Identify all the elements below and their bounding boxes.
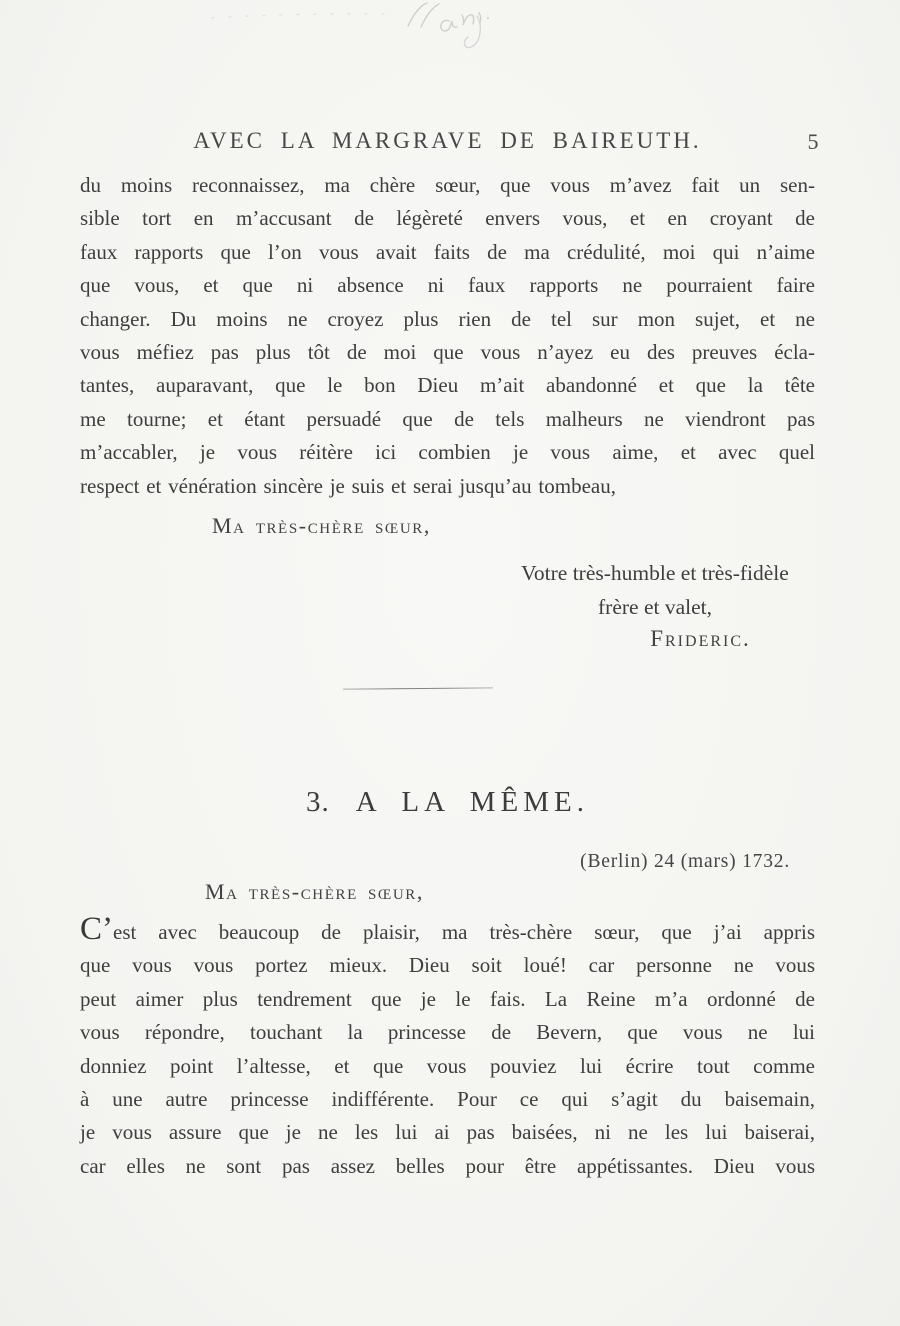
letter2-salutation: Ma très-chère sœur, <box>205 879 424 904</box>
pencil-scribble <box>0 0 900 70</box>
page-number: 5 <box>807 129 819 154</box>
letter2-body <box>80 911 815 1183</box>
text-line: tantes, auparavant, que le bon Dieu m’ait abandonné et que la tête <box>80 373 815 398</box>
text-line: donniez point l’altesse, et que vous pouviez lui écrire tout comme <box>80 1053 815 1078</box>
running-header-title: AVEC LA MARGRAVE DE BAIREUTH. <box>193 128 702 153</box>
text-line: que vous vous portez mieux. Dieu soit loué! car personne ne vous <box>80 953 815 978</box>
text-line: je vous assure que je ne les lui ai pas baisées, ni ne les lui baiserai, <box>80 1120 815 1145</box>
text-line: respect et vénération sincère je suis et serai jusqu’au tombeau, <box>80 473 616 498</box>
valediction-line-2: frère et valet, <box>598 595 712 619</box>
text-line: changer. Du moins ne croyez plus rien de tel sur mon sujet, et ne <box>80 306 815 331</box>
section-divider <box>343 687 493 689</box>
text-line: vous répondre, touchant la princesse de Bevern, que vous ne lui <box>80 1020 815 1045</box>
text-line: C’est avec beaucoup de plaisir, ma très-chère sœur, que j’ai appris <box>80 911 815 947</box>
valediction-line-1: Votre très-humble et très-fidèle <box>521 561 789 585</box>
text-line: du moins reconnaissez, ma chère sœur, que vous m’avez fait un sen- <box>80 173 815 197</box>
text-line: sible tort en m’accusant de légèreté envers vous, et en croyant de <box>80 206 815 231</box>
text-line: me tourne; et étant persuadé que de tels malheurs ne viendront pas <box>80 406 815 431</box>
text-line: faux rapports que l’on vous avait faits de ma crédulité, moi qui n’aime <box>80 239 815 264</box>
letter2-dateline: (Berlin) 24 (mars) 1732. <box>580 851 790 872</box>
text-line: à une autre princesse indifférente. Pour ce qui s’agit du baisemain, <box>80 1086 815 1111</box>
text-line: que vous, et que ni absence ni faux rapports ne pourraient faire <box>80 273 815 298</box>
letter1-body <box>80 169 815 503</box>
letter1-valediction <box>500 556 810 624</box>
letter2-title: A LA MÊME. <box>355 786 589 818</box>
text-line: peut aimer plus tendrement que je le fais. La Reine m’a ordonné de <box>80 986 815 1011</box>
running-header <box>80 128 815 154</box>
letter1-salutation: Ma très-chère sœur, <box>212 513 431 538</box>
letter2-heading <box>80 786 815 819</box>
text-line: car elles ne sont pas assez belles pour être appétissantes. Dieu vous <box>80 1153 815 1178</box>
text-line: m’accabler, je vous réitère ici combien je vous aime, et avec quel <box>80 440 815 465</box>
letter2-number: 3. <box>306 786 330 818</box>
text-line: vous méfiez pas plus tôt de moi que vous n’ayez eu des preuves écla- <box>80 339 815 364</box>
letter1-signature: Frideric. <box>650 626 751 651</box>
